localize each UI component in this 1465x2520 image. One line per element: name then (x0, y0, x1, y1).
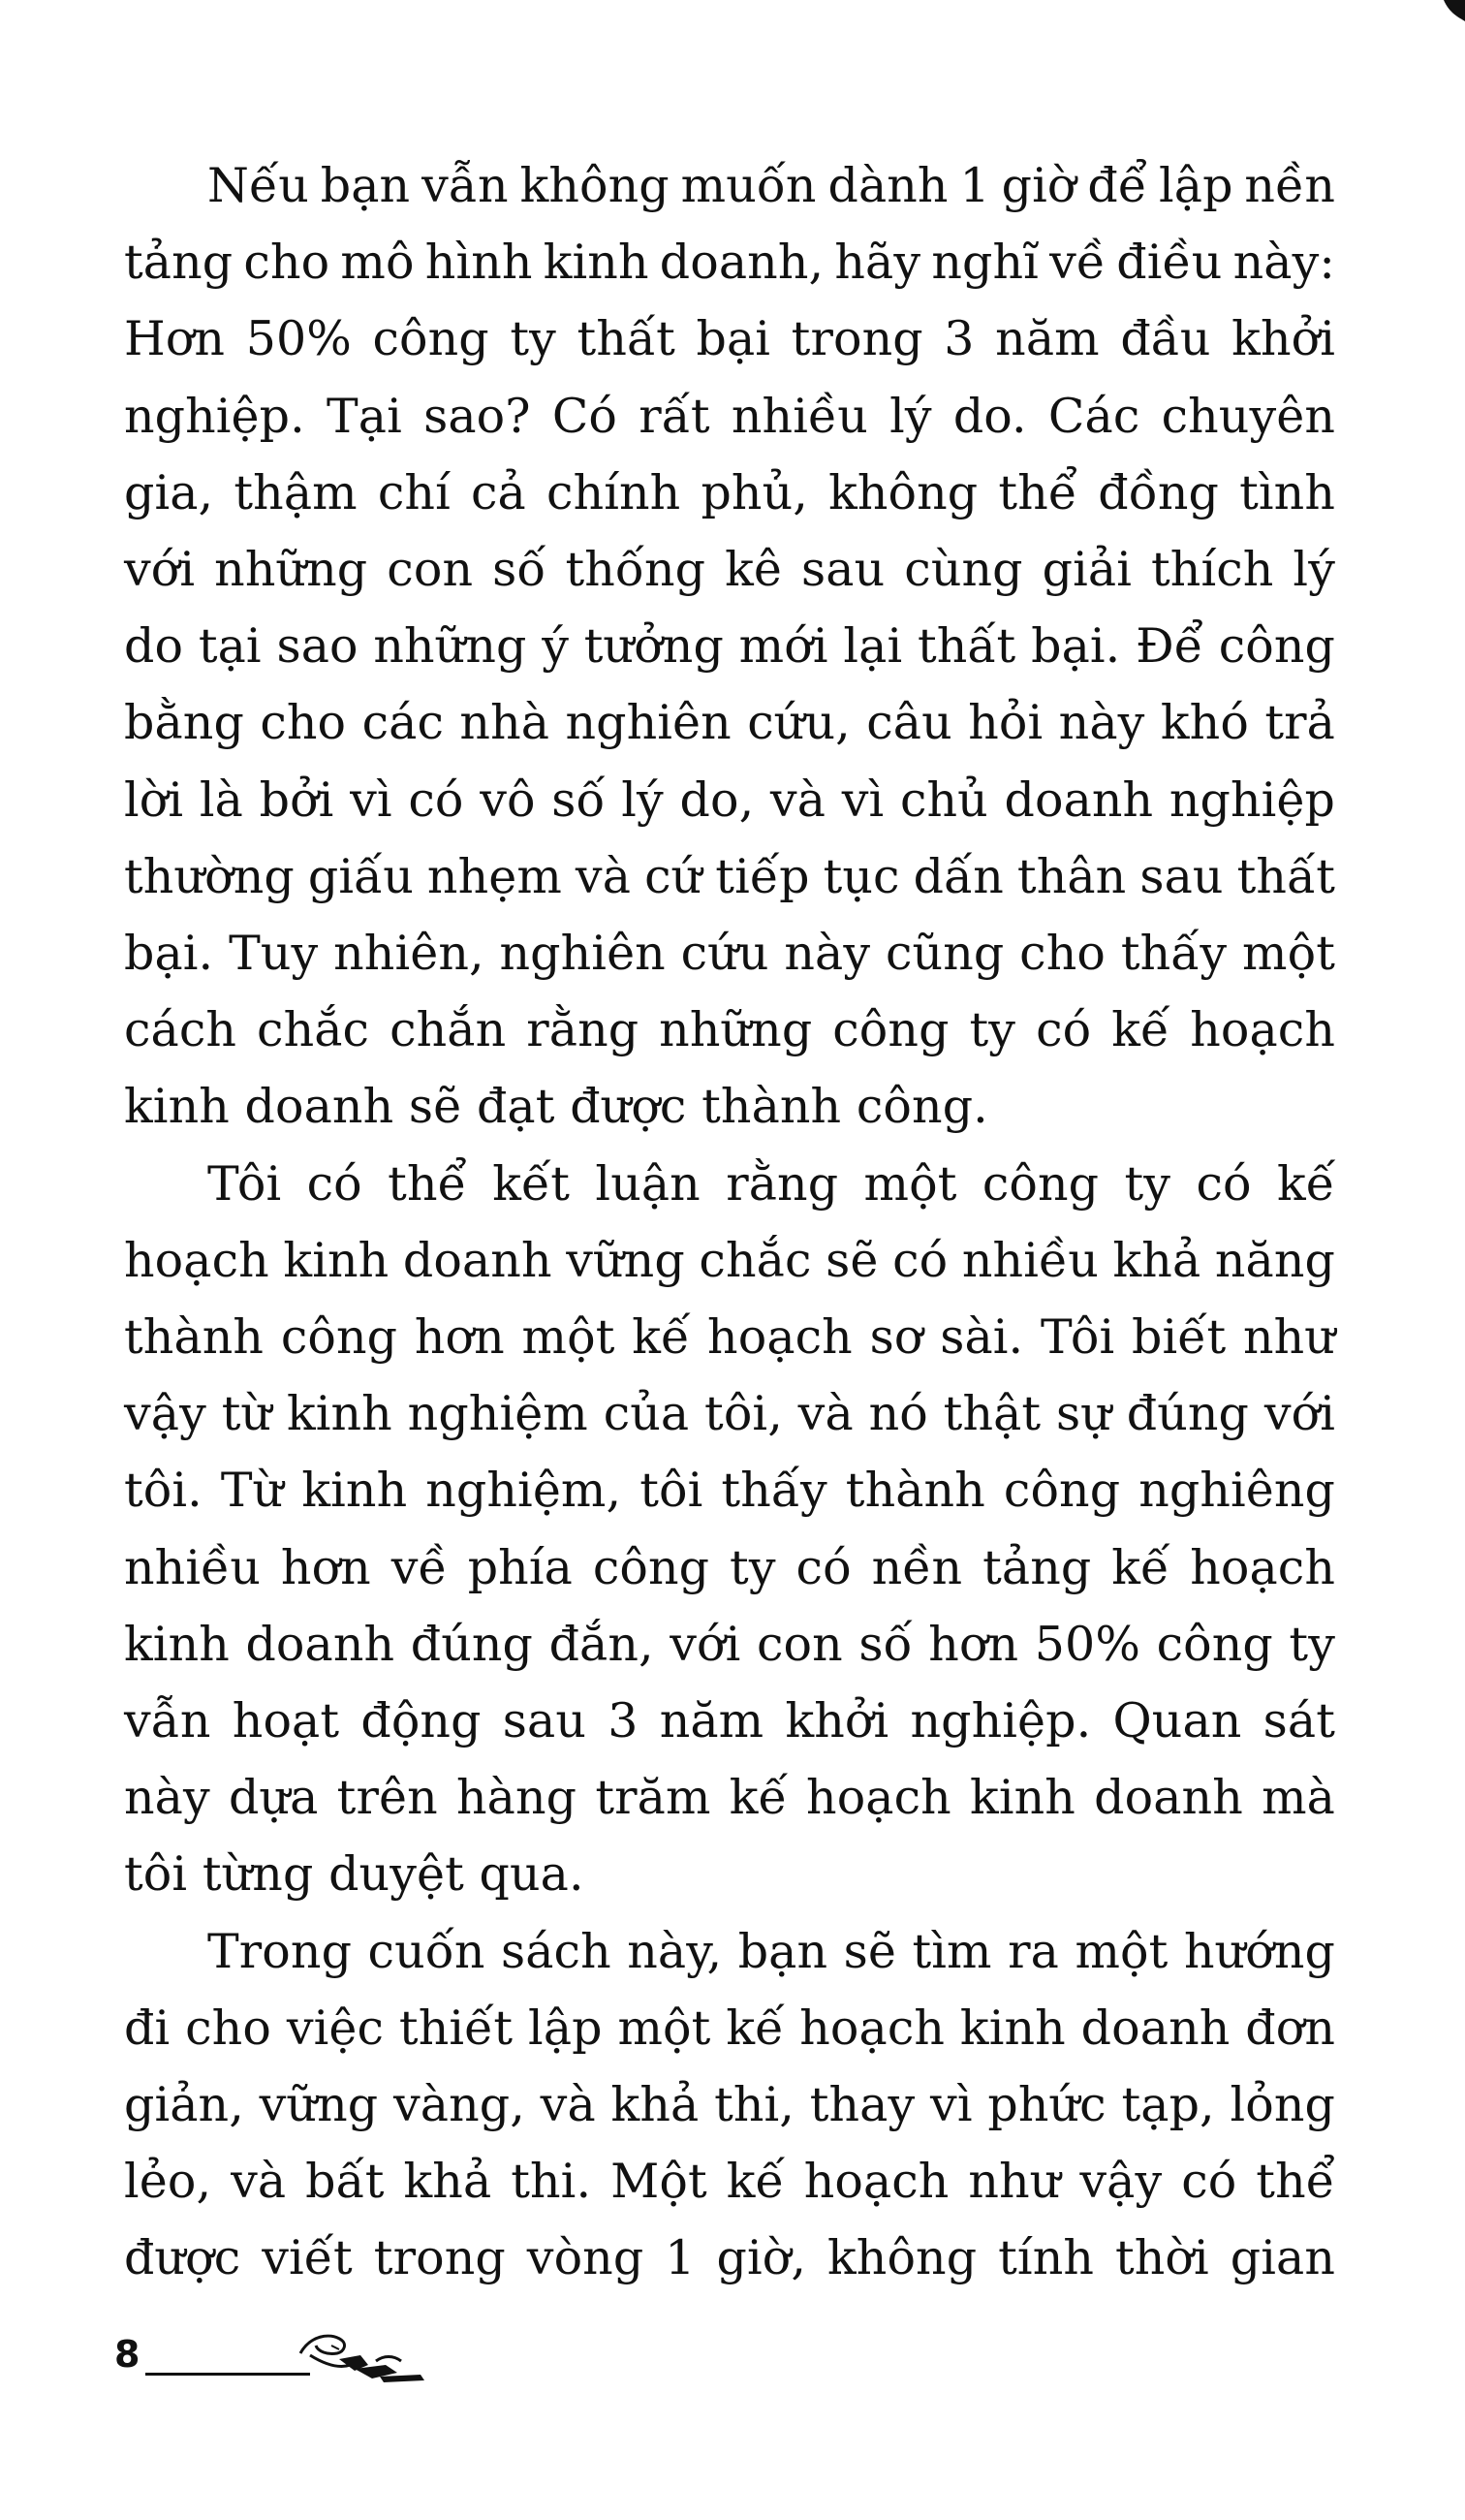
paragraph-line: kinh doanh đúng đắn, với con số hơn 50% công ty (124, 1616, 1335, 1672)
paragraph-line: hoạch kinh doanh vững chắc sẽ có nhiều khả năng (124, 1232, 1335, 1288)
page-number: 8 (114, 2333, 140, 2376)
paragraph-line: Hơn 50% công ty thất bại trong 3 năm đầu khởi (124, 311, 1335, 367)
paragraph-line: Nếu bạn vẫn không muốn dành 1 giờ để lập nền (207, 158, 1335, 213)
paragraph-line: gia, thậm chí cả chính phủ, không thể đồng tình (124, 464, 1335, 520)
paragraph-line: với những con số thống kê sau cùng giải thích lý (124, 542, 1335, 598)
paragraph-line: đi cho việc thiết lập một kế hoạch kinh doanh đơn (124, 2000, 1335, 2056)
paragraph-line: vậy từ kinh nghiệm của tôi, và nó thật sự đúng với (124, 1386, 1335, 1442)
paragraph-line: cách chắc chắn rằng những công ty có kế hoạch (124, 1002, 1335, 1058)
paragraph-line: được viết trong vòng 1 giờ, không tính thời gian (124, 2230, 1335, 2286)
paragraph-3 (124, 1913, 1335, 2297)
paragraph-1 (124, 147, 1335, 1146)
paragraph-line: lời là bởi vì có vô số lý do, và vì chủ doanh nghiệp (124, 772, 1335, 828)
paragraph-line: giản, vững vàng, và khả thi, thay vì phức tạp, lỏng (124, 2077, 1335, 2133)
paragraph-line: thành công hơn một kế hoạch sơ sài. Tôi biết như (124, 1309, 1335, 1366)
paragraph-line: tôi. Từ kinh nghiệm, tôi thấy thành công nghiêng (124, 1463, 1335, 1519)
paragraph-line: lẻo, và bất khả thi. Một kế hoạch như vậy có thể (124, 2154, 1335, 2210)
paragraph-line: nghiệp. Tại sao? Có rất nhiều lý do. Các chuyên (124, 388, 1335, 444)
page-corner-mark (1438, 0, 1465, 21)
paragraph-line: thường giấu nhẹm và cứ tiếp tục dấn thân sau thất (124, 848, 1335, 904)
paragraph-line: tảng cho mô hình kinh doanh, hãy nghĩ về điều này: (124, 235, 1335, 291)
runner-ornament-icon (296, 2326, 427, 2394)
paragraph-line: này dựa trên hàng trăm kế hoạch kinh doanh mà (124, 1770, 1335, 1826)
footer-rule (145, 2373, 310, 2376)
paragraph-line: Tôi có thể kết luận rằng một công ty có kế (207, 1155, 1335, 1212)
page-body-text (124, 147, 1335, 2297)
paragraph-line: do tại sao những ý tưởng mới lại thất bại. Để công (124, 618, 1335, 675)
paragraph-line: bại. Tuy nhiên, nghiên cứu này cũng cho thấy một (124, 926, 1335, 982)
paragraph-line: vẫn hoạt động sau 3 năm khởi nghiệp. Quan sát (124, 1693, 1335, 1749)
paragraph-line: kinh doanh sẽ đạt được thành công. (124, 1079, 988, 1135)
paragraph-line: nhiều hơn về phía công ty có nền tảng kế hoạch (124, 1539, 1335, 1595)
paragraph-line: Trong cuốn sách này, bạn sẽ tìm ra một hướng (207, 1923, 1335, 1979)
page-footer (114, 2326, 424, 2404)
paragraph-line: bằng cho các nhà nghiên cứu, câu hỏi này khó trả (124, 695, 1335, 751)
paragraph-line: tôi từng duyệt qua. (124, 1846, 584, 1903)
paragraph-2 (124, 1146, 1335, 1913)
